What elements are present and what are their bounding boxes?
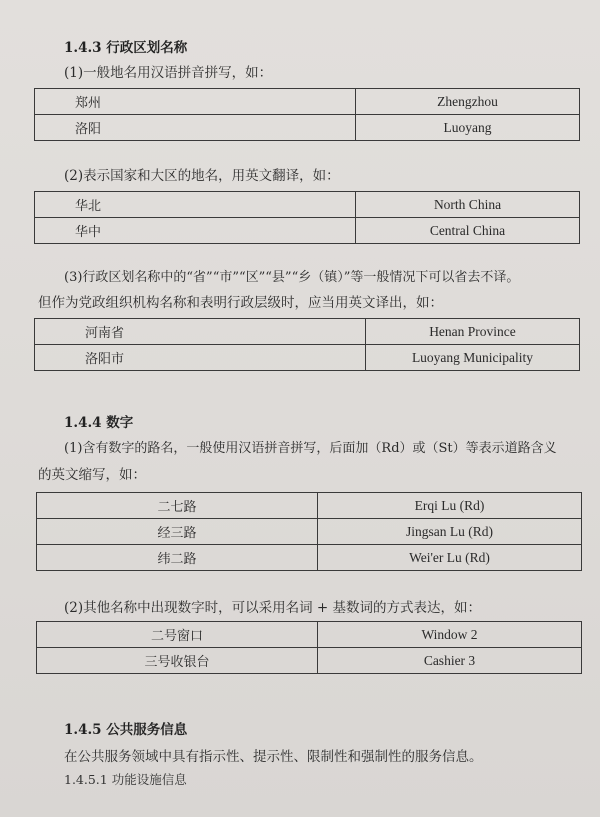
section-1-4-3-para-2: (2)表示国家和大区的地名，用英文翻译，如：: [64, 168, 340, 184]
table-row: [37, 622, 582, 648]
section-1-4-3-para-3-line-2: 但作为党政组织机构名称和表明行政层级时，应当用英文译出，如：: [38, 295, 443, 311]
table-cell-zh: 经三路: [37, 519, 318, 545]
section-1-4-3-para-3-line-1: (3)行政区划名称中的“省”“市”“区”“县”“乡（镇）”等一般情况下可以省去不译。: [64, 270, 520, 285]
table-city-names: [34, 88, 580, 141]
table-row: [35, 319, 580, 345]
table-cell-zh: 洛阳市: [35, 345, 366, 371]
table-row: [35, 89, 580, 115]
table-cell-en: Cashier 3: [318, 648, 582, 674]
section-1-4-5-para-1: 在公共服务领域中具有指示性、提示性、限制性和强制性的服务信息。: [64, 749, 483, 765]
table-row: [37, 493, 582, 519]
table-row: [35, 218, 580, 244]
table-cell-en: Luoyang Municipality: [366, 345, 580, 371]
table-cell-en: Jingsan Lu (Rd): [318, 519, 582, 545]
table-cell-zh: 二号窗口: [37, 622, 318, 648]
table-cell-zh: 华北: [35, 192, 356, 218]
table-region-names: [34, 191, 580, 244]
table-cell-zh: 三号收银台: [37, 648, 318, 674]
section-1-4-4-para-2: (2)其他名称中出现数字时，可以采用名词 + 基数词的方式表达，如：: [64, 600, 482, 616]
table-row: [35, 192, 580, 218]
table-row: [37, 519, 582, 545]
table-cell-en: Central China: [356, 218, 580, 244]
table-admin-levels: [34, 318, 580, 371]
table-cell-en: Henan Province: [366, 319, 580, 345]
table-cell-en: Luoyang: [356, 115, 580, 141]
table-cell-zh: 华中: [35, 218, 356, 244]
section-1-4-4-para-1-line-2: 的英文缩写，如：: [38, 467, 146, 483]
table-row: [37, 648, 582, 674]
table-cell-zh: 纬二路: [37, 545, 318, 571]
section-1-4-4-title: 1.4.4 数字: [64, 415, 134, 431]
table-numbered-names: [36, 621, 582, 674]
table-cell-en: Erqi Lu (Rd): [318, 493, 582, 519]
section-1-4-5-title: 1.4.5 公共服务信息: [64, 722, 188, 738]
table-cell-zh: 二七路: [37, 493, 318, 519]
table-cell-zh: 河南省: [35, 319, 366, 345]
section-1-4-4-para-1-line-1: (1)含有数字的路名，一般使用汉语拼音拼写，后面加（Rd）或（St）等表示道路含义: [64, 441, 557, 456]
section-1-4-3-para-1: (1)一般地名用汉语拼音拼写，如：: [64, 65, 273, 81]
section-1-4-3-title: 1.4.3 行政区划名称: [64, 40, 188, 56]
table-cell-zh: 洛阳: [35, 115, 356, 141]
table-cell-en: Window 2: [318, 622, 582, 648]
table-cell-en: North China: [356, 192, 580, 218]
table-cell-en: Wei'er Lu (Rd): [318, 545, 582, 571]
table-road-numbers: [36, 492, 582, 571]
table-row: [35, 115, 580, 141]
table-row: [37, 545, 582, 571]
table-cell-zh: 郑州: [35, 89, 356, 115]
table-cell-en: Zhengzhou: [356, 89, 580, 115]
table-row: [35, 345, 580, 371]
section-1-4-5-1-title: 1.4.5.1 功能设施信息: [64, 772, 187, 787]
